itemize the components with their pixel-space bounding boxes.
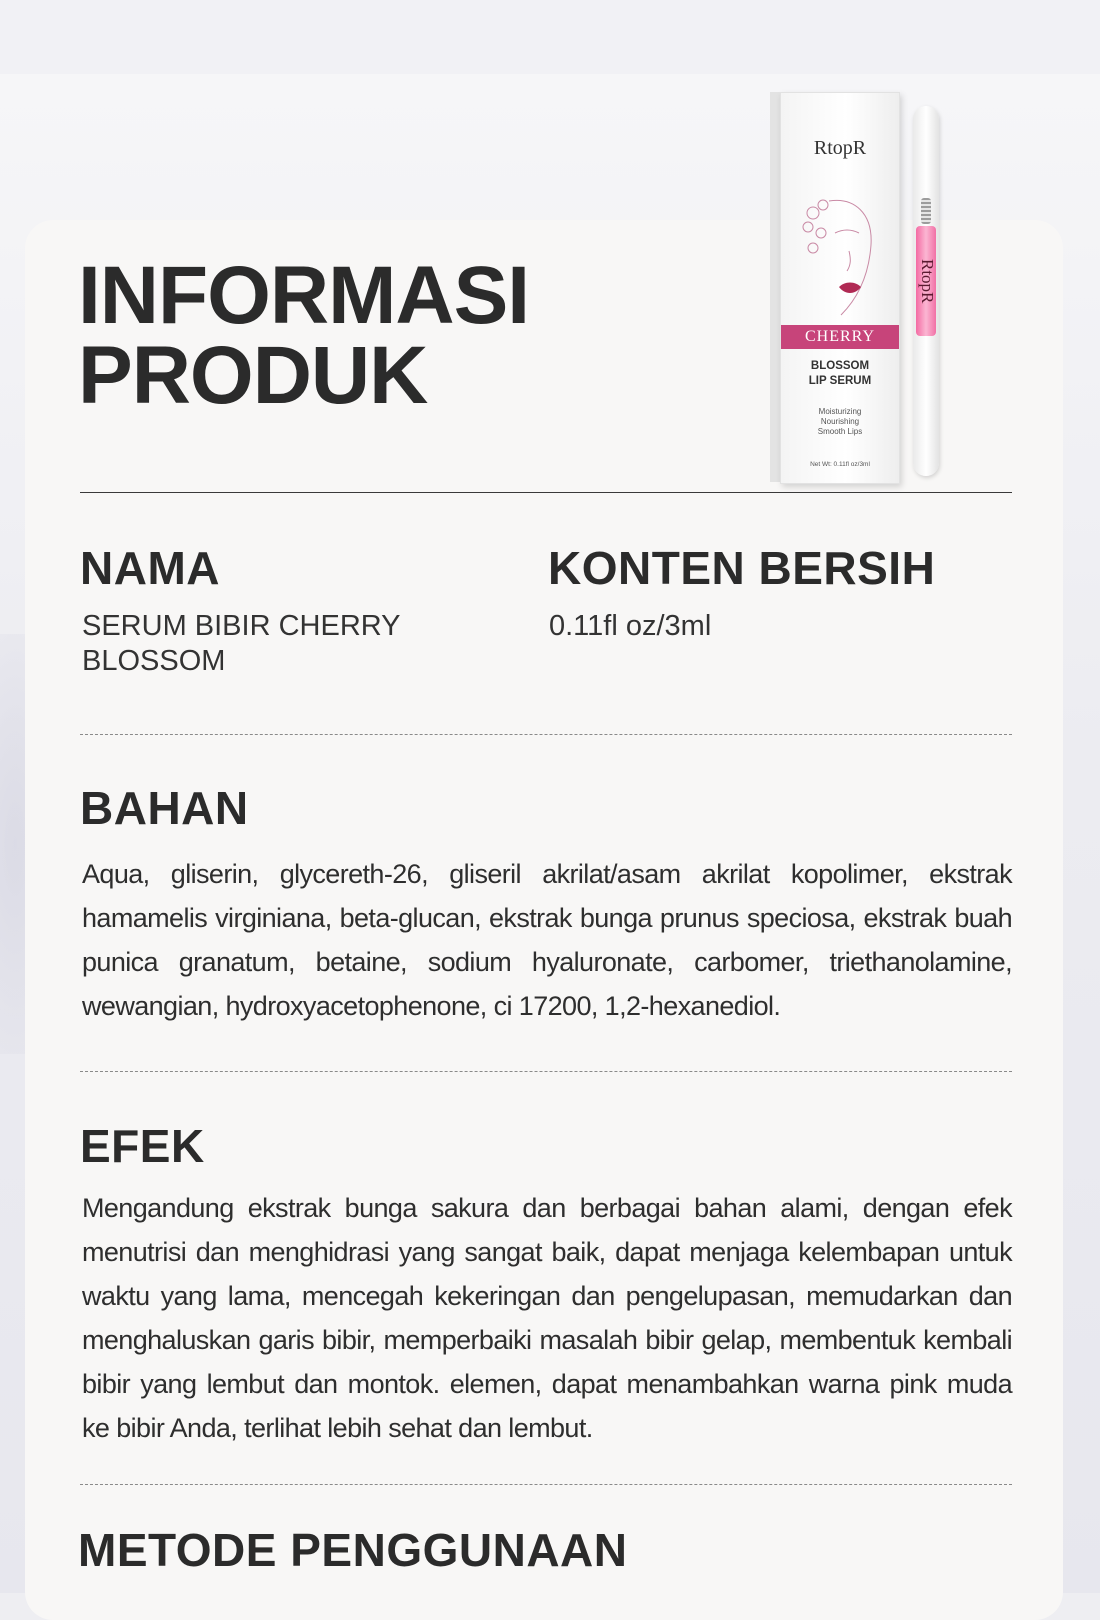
divider-dashed <box>80 734 1012 735</box>
bahan-heading: BAHAN <box>80 782 249 834</box>
page-title <box>78 250 530 421</box>
bahan-text: Aqua, gliserin, glycereth-26, gliseril akrilat/asam akrilat kopolimer, ekstrak hamamelis virginiana, beta-glucan, ekstrak bunga prunus speciosa, ekstrak buah punica granatum, betaine, sodium hyaluronate, carbomer, triethanolamine, wewangian, hydroxyacetophenone, ci 17200, 1,2-hexanediol. <box>82 859 1012 1021</box>
box-claims <box>781 407 899 437</box>
efek-text: Mengandung ekstrak bunga sakura dan berbagai bahan alami, dengan efek menutrisi dan menghidrasi yang sangat baik, dapat menjaga kelembapan untuk waktu yang lama, mencegah kekeringan dan pengelupasan, memudarkan dan menghaluskan garis bibir, memperbaiki masalah bibir gelap, membentuk kembali bibir yang lembut dan montok. elemen, dapat menambahkan warna pink muda ke bibir Anda, terlihat lebih sehat dan lembut. <box>82 1193 1012 1443</box>
box-claim: Moisturizing <box>818 407 862 416</box>
divider-solid <box>80 492 1012 493</box>
face-illustration-icon <box>799 193 881 318</box>
product-image <box>770 88 970 488</box>
konten-heading: KONTEN BERSIH <box>548 542 936 594</box>
product-box <box>780 92 900 484</box>
konten-value: 0.11fl oz/3ml <box>549 610 712 642</box>
title-line-2: PRODUK <box>78 330 428 421</box>
metode-heading: METODE PENGGUNAAN <box>78 1524 628 1576</box>
box-brand: RtopR <box>813 137 867 159</box>
efek-heading: EFEK <box>80 1120 205 1172</box>
box-side <box>770 92 780 482</box>
serum-pen <box>913 106 939 476</box>
box-name-line-2: LIP SERUM <box>808 375 872 387</box>
pen-brand: RtopR <box>918 258 937 304</box>
box-cherry-band: CHERRY <box>781 325 899 349</box>
box-claim: Nourishing <box>820 417 860 426</box>
top-band <box>0 0 1100 74</box>
title-line-1: INFORMASI <box>78 250 530 341</box>
nama-heading: NAMA <box>80 542 220 594</box>
divider-dashed <box>80 1071 1012 1072</box>
box-claim: Smooth Lips <box>817 427 863 436</box>
brush-tip-icon <box>921 198 931 224</box>
nama-value: SERUM BIBIR CHERRY BLOSSOM <box>82 610 400 677</box>
divider-dashed <box>80 1484 1012 1485</box>
box-net-weight: Net Wt: 0.11fl oz/3ml <box>810 461 870 468</box>
box-name-line-1: BLOSSOM <box>810 360 870 372</box>
box-product-name <box>781 359 899 389</box>
